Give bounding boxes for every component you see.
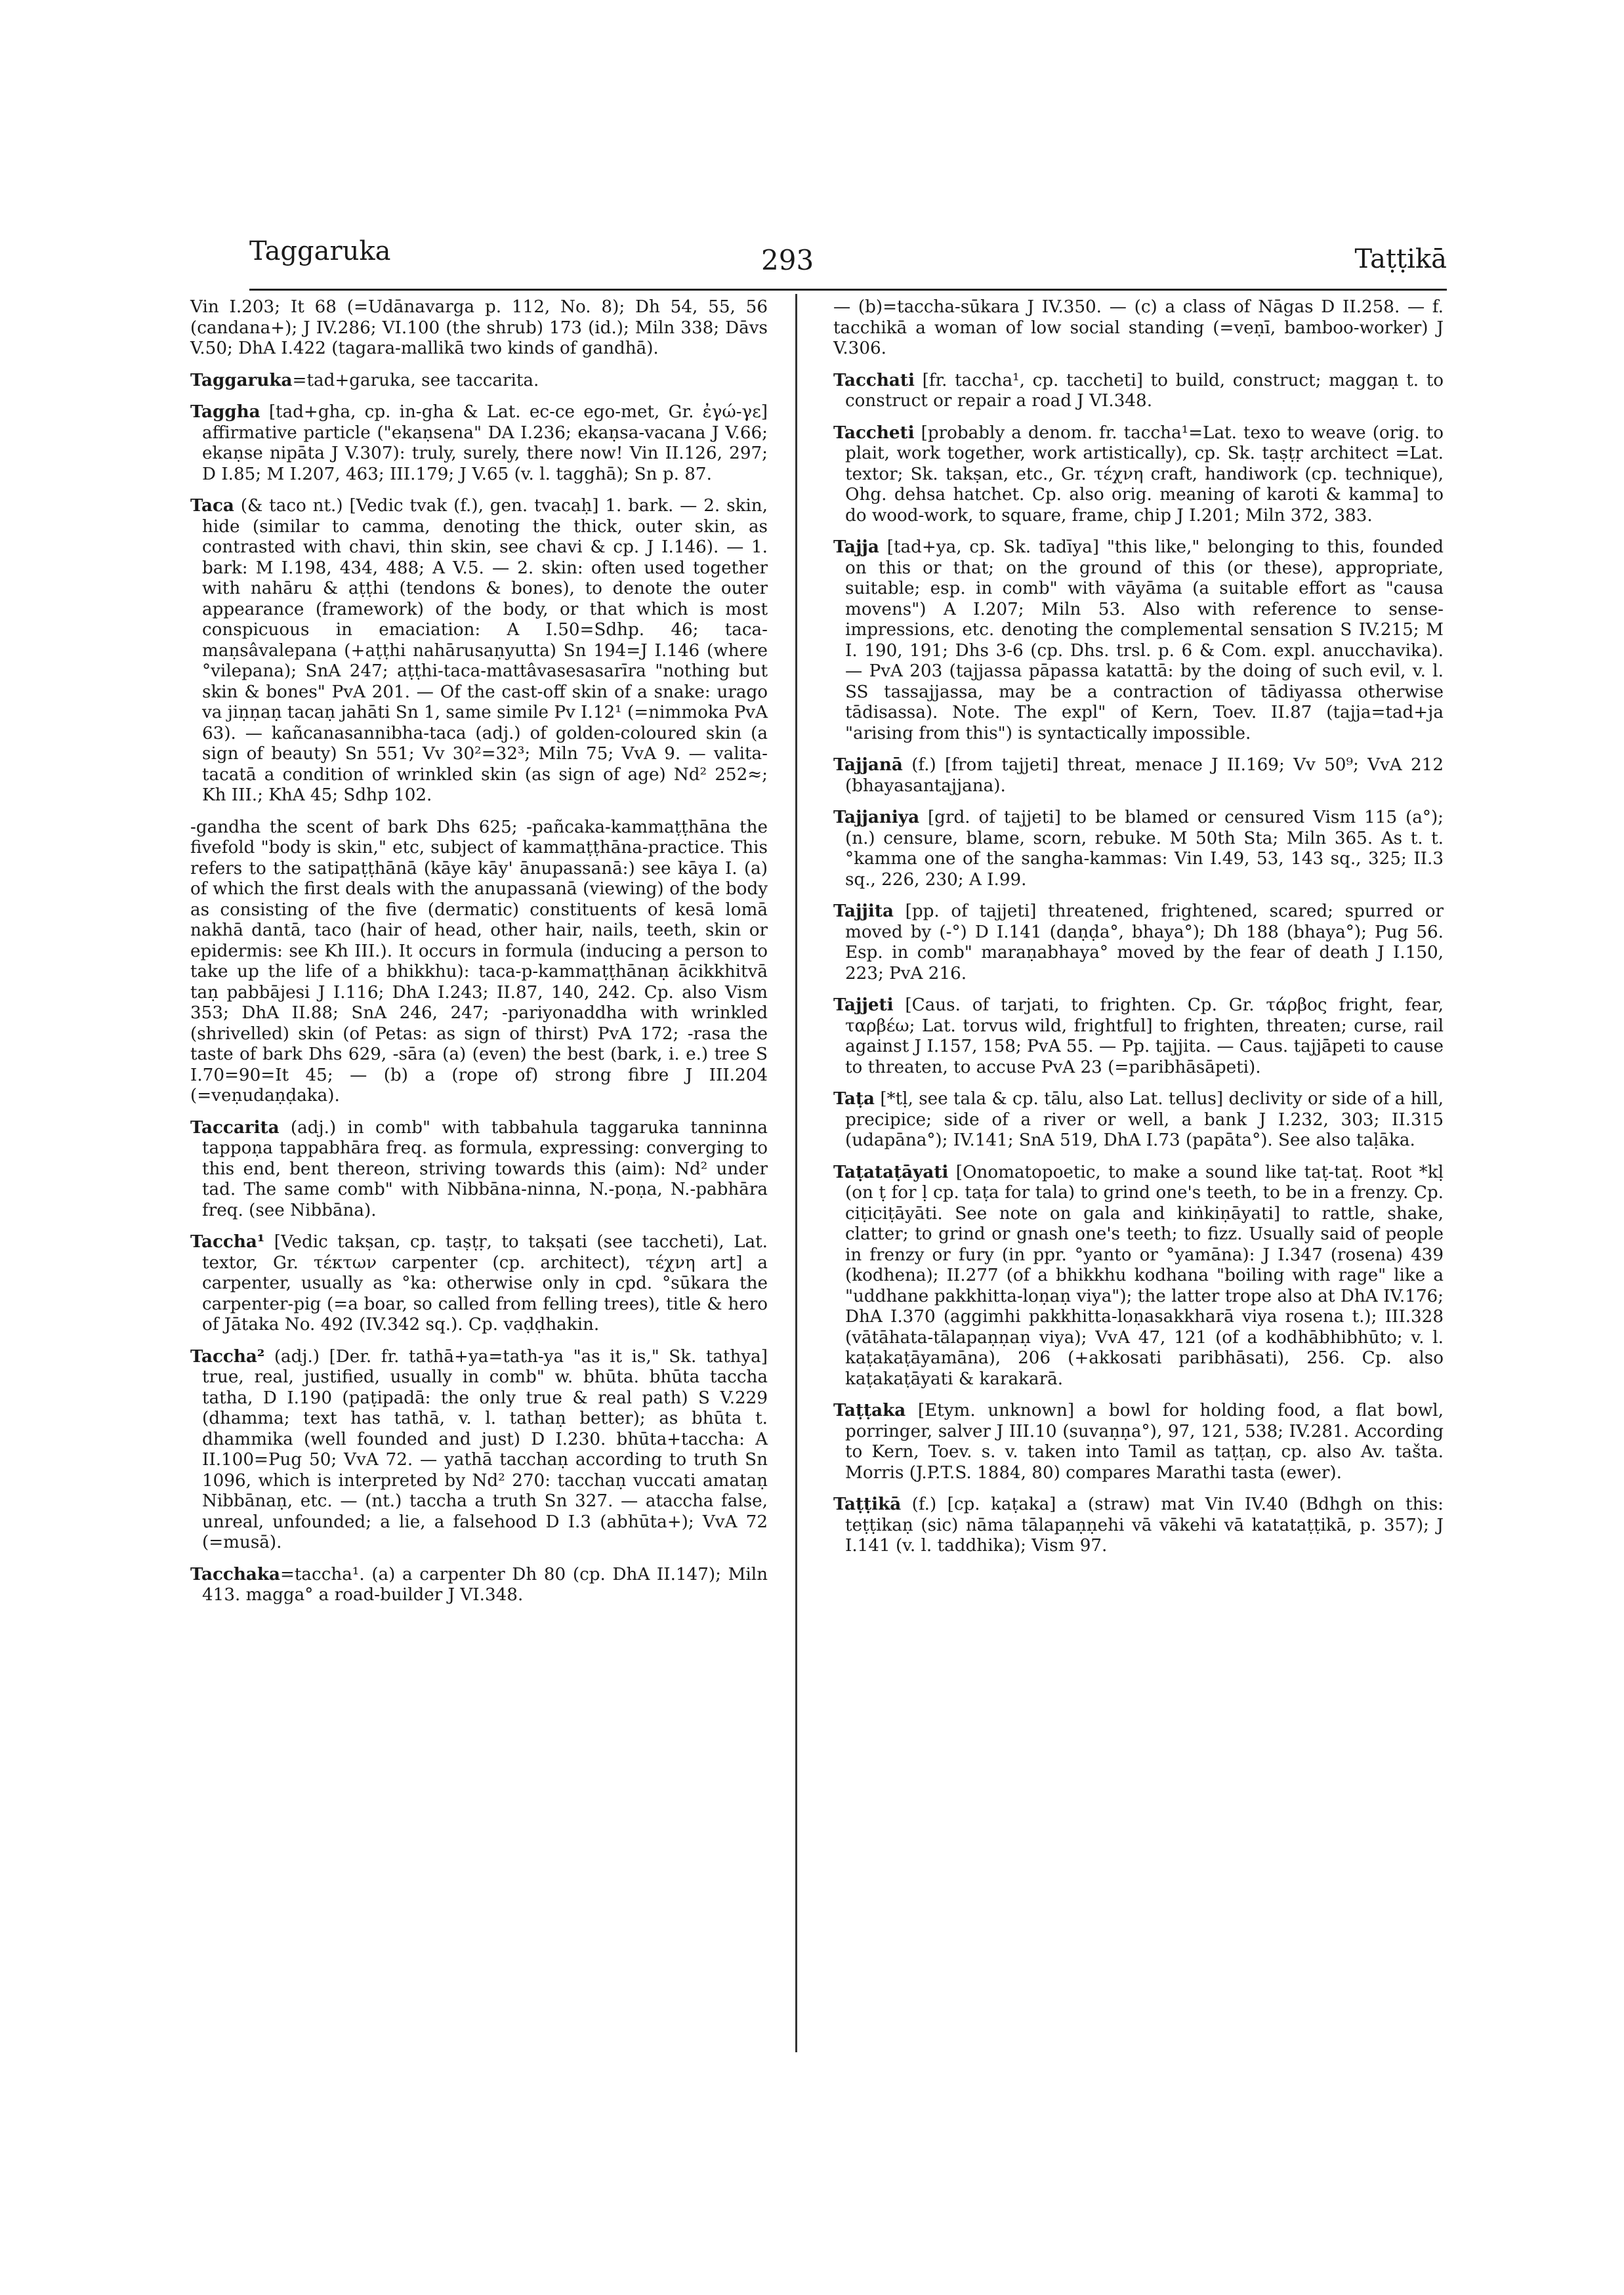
dictionary-entry: Taggha [tad+gha, cp. in-gha & Lat. ec-ce ego-met, Gr. ἐγώ-γε] affirmative particle ("ekaṇsena" DA I.236; ekaṇsa-vacana J V.66; ekaṇse nipāta J V.307): truly, surely, there now! Vin II.126, 297; D I.85; M I.207, 463; III.179; J V.65 (v. l. tagghā); Sn p. 87. xyxy=(190,402,768,484)
dictionary-entry: Taggaruka=tad+garuka, see taccarita. xyxy=(190,369,539,390)
column-divider xyxy=(795,294,797,2052)
dictionary-entry: Tajjita [pp. of tajjeti] threatened, frightened, scared; spurred or moved by (-°) D I.141 (daṇḍa°, bhaya°); Dh 188 (bhaya°); Pug 56. Esp. in comb" maraṇabhaya° moved by the fear of death J I.150, 223; PvA 216. xyxy=(833,901,1444,983)
dictionary-entry: Tacchati [fr. taccha¹, cp. taccheti] to build, construct; maggaṇ t. to construct or repair a road J VI.348. xyxy=(833,369,1444,411)
dictionary-entry: Taccheti [probably a denom. fr. taccha¹=Lat. texo to weave (orig. to plait, work together, work artistically), cp. Sk. taṣṭṛ architect =Lat. textor; Sk. takṣan, etc., Gr. τέχνη craft, handiwork (cp. technique), Ohg. dehsa hatchet. Cp. also orig. meaning of karoti & kamma] to do wood-work, to square, frame, chip J I.201; Miln 372, 383. xyxy=(833,422,1444,526)
dictionary-entry: Vin I.203; It 68 (=Udānavarga p. 112, No. 8); Dh 54, 55, 56 (candana+); J IV.286; VI.100 (the shrub) 173 (id.); Miln 338; Dāvs V.50; DhA I.422 (tagara-mallikā two kinds of gandhā). xyxy=(190,297,768,358)
dictionary-entry: — (b)=taccha-sūkara J IV.350. — (c) a class of Nāgas D II.258. — f. tacchikā a woman of low social standing (=veṇī, bamboo-worker) J V.306. xyxy=(833,297,1444,358)
dictionary-entry: Tajja [tad+ya, cp. Sk. tadīya] "this like," belonging to this, founded on this or that; on the ground of this (or these), appropriate, suitable; esp. in comb" with vāyāma (a suitable effort as "causa movens") A I.207; Miln 53. Also with reference to sense-impressions, etc. denoting the complemental sensation S IV.215; M I. 190, 191; Dhs 3-6 (cp. Dhs. trsl. p. 6 & Com. expl. anucchavika). — PvA 203 (tajjassa pāpassa katattā: by the doing of such evil, v. l. SS tassajjassa, may be a contraction of tādiyassa otherwise tādisassa). Note. The expl" of Kern, Toev. II.87 (tajja=tad+ja "arising from this") is syntactically impossible. xyxy=(833,537,1444,743)
dictionary-entry: Tajjeti [Caus. of tarjati, to frighten. Cp. Gr. τάρβος fright, fear, ταρβέω; Lat. torvus wild, frightful] to frighten, threaten; curse, rail against J I.157, 158; PvA 55. — Pp. tajjita. — Caus. tajjāpeti to cause to threaten, to accuse PvA 23 (=paribhāsāpeti). xyxy=(833,995,1444,1077)
dictionary-entry: Taṭṭaka [Etym. unknown] a bowl for holding food, a flat bowl, porringer, salver J III.10 (suvaṇṇa°), 97, 121, 538; IV.281. According to Kern, Toev. s. v. taken into Tamil as taṭṭaṇ, cp. also Av. tašta. Morris (J.P.T.S. 1884, 80) compares Marathi tasta (ewer). xyxy=(833,1400,1444,1483)
dictionary-entry: Taccarita (adj.) in comb" with tabbahula taggaruka tanninna tappoṇa tappabhāra freq. as formula, expressing: converging to this end, bent thereon, striving towards this (aim): Nd² under tad. The same comb" with Nibbāna-ninna, N.-poṇa, N.-pabhāra freq. (see Nibbāna). xyxy=(190,1117,768,1220)
dictionary-entry: Taṭa [*tḷ, see tala & cp. tālu, also Lat. tellus] declivity or side of a hill, precipice; side of a river or well, a bank J I.232, 303; II.315 (udapāna°); IV.141; SnA 519, DhA I.73 (papāta°). See also taḷāka. xyxy=(833,1088,1444,1150)
dictionary-entry: Taṭataṭāyati [Onomatopoetic, to make a sound like taṭ-taṭ. Root *kḷ (on ṭ for ḷ cp. taṭa for tala) to grind one's teeth, to be in a frenzy. Cp. ciṭiciṭāyāti. See note on gala and kiṅkiṇāyati] to rattle, shake, clatter; to grind or gnash one's teeth; to fizz. Usually said of people in frenzy or fury (in ppr. °yanto or °yamāna): J I.347 (rosena) 439 (kodhena); II.277 (of a bhikkhu kodhana "boiling with rage" like a "uddhane pakkhitta-loṇaṇ viya"); the latter trope also at DhA IV.176; DhA I.370 (aggimhi pakkhitta-loṇasakkharā viya rosena t.); III.328 (vātāhata-tālapaṇṇaṇ viya); VvA 47, 121 (of a kodhābhibhūto; v. l. kaṭakaṭāyamāna), 206 (+akkosati paribhāsati), 256. Cp. also kaṭakaṭāyati & karakarā. xyxy=(833,1161,1444,1389)
running-header xyxy=(249,236,1447,282)
dictionary-entry: Taccha¹ [Vedic takṣan, cp. taṣṭṛ, to takṣati (see taccheti), Lat. textor, Gr. τέκτων carpenter (cp. architect), τέχνη art] a carpenter, usually as °ka: otherwise only in cpd. °sūkara the carpenter-pig (=a boar, so called from felling trees), title & hero of Jātaka No. 492 (IV.342 sq.). Cp. vaḍḍhakin. xyxy=(190,1231,768,1334)
dictionary-entry: Taccha² (adj.) [Der. fr. tathā+ya=tath-ya "as it is," Sk. tathya] true, real, justified, usually in comb" w. bhūta. bhūta taccha tatha, D I.190 (paṭipadā: the only true & real path) S V.229 (dhamma; text has tathā, v. l. tathaṇ better); as bhūta t. dhammika (well founded and just) D I.230. bhūta+taccha: A II.100=Pug 50; VvA 72. — yathā tacchaṇ according to truth Sn 1096, which is interpreted by Nd² 270: tacchaṇ vuccati amataṇ Nibbānaṇ, etc. — (nt.) taccha a truth Sn 327. — ataccha false, unreal, unfounded; a lie, a falsehood D I.3 (abhūta+); VvA 72 (=musā). xyxy=(190,1346,768,1552)
dictionary-entry: Taca (& taco nt.) [Vedic tvak (f.), gen. tvacaḥ] 1. bark. — 2. skin, hide (similar to camma, denoting the thick, outer skin, as contrasted with chavi, thin skin, see chavi & cp. J I.146). — 1. bark: M I.198, 434, 488; A V.5. — 2. skin: often used together with nahāru & aṭṭhi (tendons & bones), to denote the outer appearance (framework) of the body, or that which is most conspicuous in emaciation: A I.50=Sdhp. 46; taca-maṇsâvalepana (+aṭṭhi nahārusaṇyutta) Sn 194=J I.146 (where °vilepana); SnA 247; aṭṭhi-taca-mattâvasesasarīra "nothing but skin & bones" PvA 201. — Of the cast-off skin of a snake: urago va jiṇṇaṇ tacaṇ jahāti Sn 1, same simile Pv I.12¹ (=nimmoka PvA 63). — kañcanasannibha-taca (adj.) of golden-coloured skin (a sign of beauty) Sn 551; Vv 30²=32³; Miln 75; VvA 9. — valita-tacatā a condition of wrinkled skin (as sign of age) Nd² 252≈; Kh III.; KhA 45; Sdhp 102. xyxy=(190,495,768,805)
left-column xyxy=(190,297,768,1617)
right-column xyxy=(833,297,1444,1567)
dictionary-subentry: -gandha the scent of bark Dhs 625; -pañcaka-kammaṭṭhāna the fivefold "body is skin," etc, subject of kammaṭṭhāna-practice. This refers to the satipaṭṭhānā (kāye kāy' ānupassanā:) see kāya I. (a) of which the first deals with the anupassanā (viewing) of the body as consisting of the five (dermatic) constituents of kesā lomā nakhā dantā, taco (hair of head, other hair, nails, teeth, skin or epidermis: see Kh III.). It occurs in formula (inducing a person to take up the life of a bhikkhu): taca-p-kammaṭṭhānaṇ ācikkhitvā taṇ pabbājesi J I.116; DhA I.243; II.87, 140, 242. Cp. also Vism 353; DhA II.88; SnA 246, 247; -pariyonaddha with wrinkled (shrivelled) skin (of Petas: as sign of thirst) PvA 172; -rasa the taste of bark Dhs 629, -sāra (a) (even) the best (bark, i. e.) tree S I.70=90=It 45; — (b) a (rope of) strong fibre J III.204 (=veṇudaṇḍaka). xyxy=(190,817,768,1106)
header-right-guideword: Taṭṭikā xyxy=(1354,244,1447,274)
dictionary-entry: Tajjaniya [grd. of tajjeti] to be blamed or censured Vism 115 (a°); (n.) censure, blame, scorn, rebuke. M 50th Sta; Miln 365. As t. t. °kamma one of the sangha-kammas: Vin I.49, 53, 143 sq., 325; II.3 sq., 226, 230; A I.99. xyxy=(833,807,1444,890)
header-rule xyxy=(249,289,1447,291)
header-left-guideword: Taggaruka xyxy=(249,236,391,266)
dictionary-entry: Tajjanā (f.) [from tajjeti] threat, menace J II.169; Vv 50⁹; VvA 212 (bhayasantajjana). xyxy=(833,755,1444,796)
dictionary-entry: Taṭṭikā (f.) [cp. kaṭaka] a (straw) mat Vin IV.40 (Bdhgh on this: teṭṭikaṇ (sic) nāma tālapaṇṇehi vā vākehi vā katataṭṭikā, p. 357); J I.141 (v. l. taddhika); Vism 97. xyxy=(833,1494,1444,1556)
page-number: 293 xyxy=(761,244,814,276)
dictionary-entry: Tacchaka=taccha¹. (a) a carpenter Dh 80 (cp. DhA II.147); Miln 413. magga° a road-builder J VI.348. xyxy=(190,1563,768,1605)
